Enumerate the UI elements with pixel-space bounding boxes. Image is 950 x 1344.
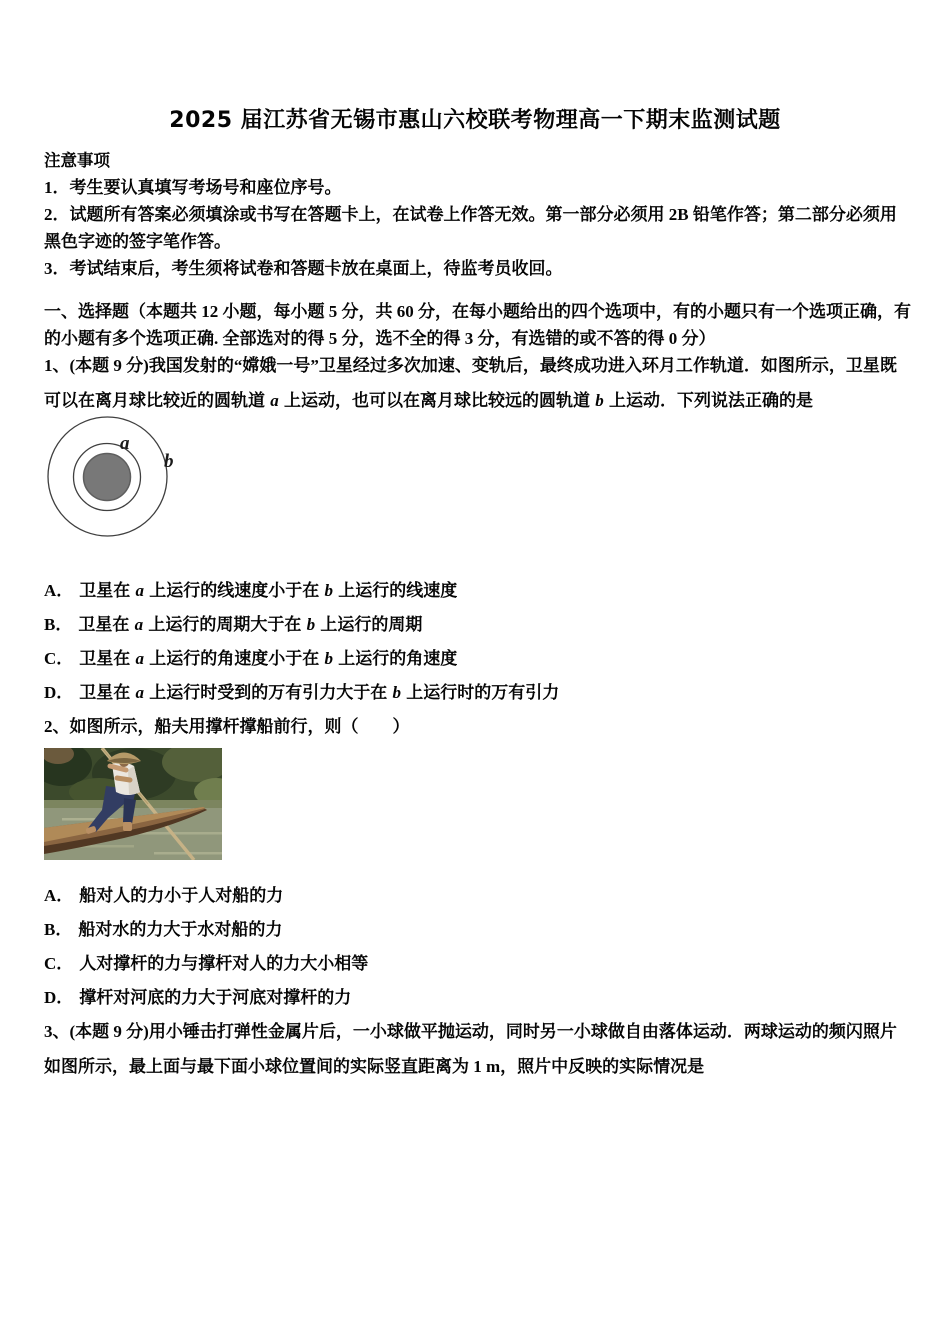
q1-option-c xyxy=(44,648,912,670)
q2-option-c xyxy=(44,953,912,975)
q1-option-b xyxy=(44,614,912,636)
option-text: 船对人的力小于人对船的力 xyxy=(79,886,284,905)
question-2-options xyxy=(44,885,912,1021)
question-3-stem: 3、(本题 9 分)用小锤击打弹性金属片后，一小球做平抛运动，同时另一小球做自由落体运动．两球运动的频闪照片如图所示，最上面与最下面小球位置间的实际竖直距离为 1 m，照片中反映的实际情况是 xyxy=(44,1022,897,1076)
option-text: 船对水的力大于水对船的力 xyxy=(78,920,283,939)
q2-option-a xyxy=(44,885,912,907)
option-label: D． xyxy=(44,683,74,702)
option-label: A． xyxy=(44,581,74,600)
notice-section xyxy=(44,147,912,282)
option-text: 卫星在 a 上运行时受到的万有引力大于在 b 上运行时的万有引力 xyxy=(79,683,560,702)
q2-option-b xyxy=(44,919,912,941)
question-1-options xyxy=(44,580,912,716)
option-text: 人对撑杆的力与撑杆对人的力大小相等 xyxy=(79,954,369,973)
boatman-photo xyxy=(44,748,222,860)
option-text: 卫星在 a 上运行的线速度小于在 b 上运行的线速度 xyxy=(79,581,458,600)
option-label: B． xyxy=(44,615,73,634)
option-label: B． xyxy=(44,920,73,939)
moon-circle xyxy=(84,454,131,501)
orbit-diagram xyxy=(46,413,191,545)
question-2-stem: 2、如图所示，船夫用撑杆撑船前行，则（ ） xyxy=(44,717,410,736)
q2-option-d xyxy=(44,987,912,1009)
q1-option-d xyxy=(44,682,912,704)
section-heading-multiple-choice: 一、选择题（本题共 12 小题，每小题 5 分，共 60 分，在每小题给出的四个选项中，有的小题只有一个选项正确，有的小题有多个选项正确. 全部选对的得 5 分，选不全的得 3 分，有选错的或不答的得 0 分） xyxy=(44,302,911,348)
option-text: 卫星在 a 上运行的角速度小于在 b 上运行的角速度 xyxy=(79,649,458,668)
option-label: A． xyxy=(44,886,74,905)
orbit-b-label: b xyxy=(164,451,174,472)
q1-option-a xyxy=(44,580,912,602)
notice-item-3: 3．考试结束后，考生须将试卷和答题卡放在桌面上，待监考员收回。 xyxy=(44,259,563,278)
notice-heading: 注意事项 xyxy=(44,151,110,170)
option-text: 卫星在 a 上运行的周期大于在 b 上运行的周期 xyxy=(78,615,423,634)
orbit-a-label: a xyxy=(120,433,130,454)
notice-item-1: 1．考生要认真填写考场号和座位序号。 xyxy=(44,178,342,197)
option-text: 撑杆对河底的力大于河底对撑杆的力 xyxy=(79,988,352,1007)
question-1-stem: 1、(本题 9 分)我国发射的“嫦娥一号”卫星经过多次加速、变轨后，最终成功进入环月工作轨道．如图所示，卫星既可以在离月球比较近的圆轨道 a 上运动，也可以在离月球比较远的圆轨道 b 上运动．下列说法正确的是 xyxy=(44,356,897,410)
option-label: D． xyxy=(44,988,74,1007)
option-label: C． xyxy=(44,954,74,973)
notice-item-2: 2．试题所有答案必须填涂或书写在答题卡上，在试卷上作答无效。第一部分必须用 2B 铅笔作答；第二部分必须用黑色字迹的签字笔作答。 xyxy=(44,205,897,251)
page-title: 2025 届江苏省无锡市惠山六校联考物理高一下期末监测试题 xyxy=(169,108,781,133)
option-label: C． xyxy=(44,649,74,668)
